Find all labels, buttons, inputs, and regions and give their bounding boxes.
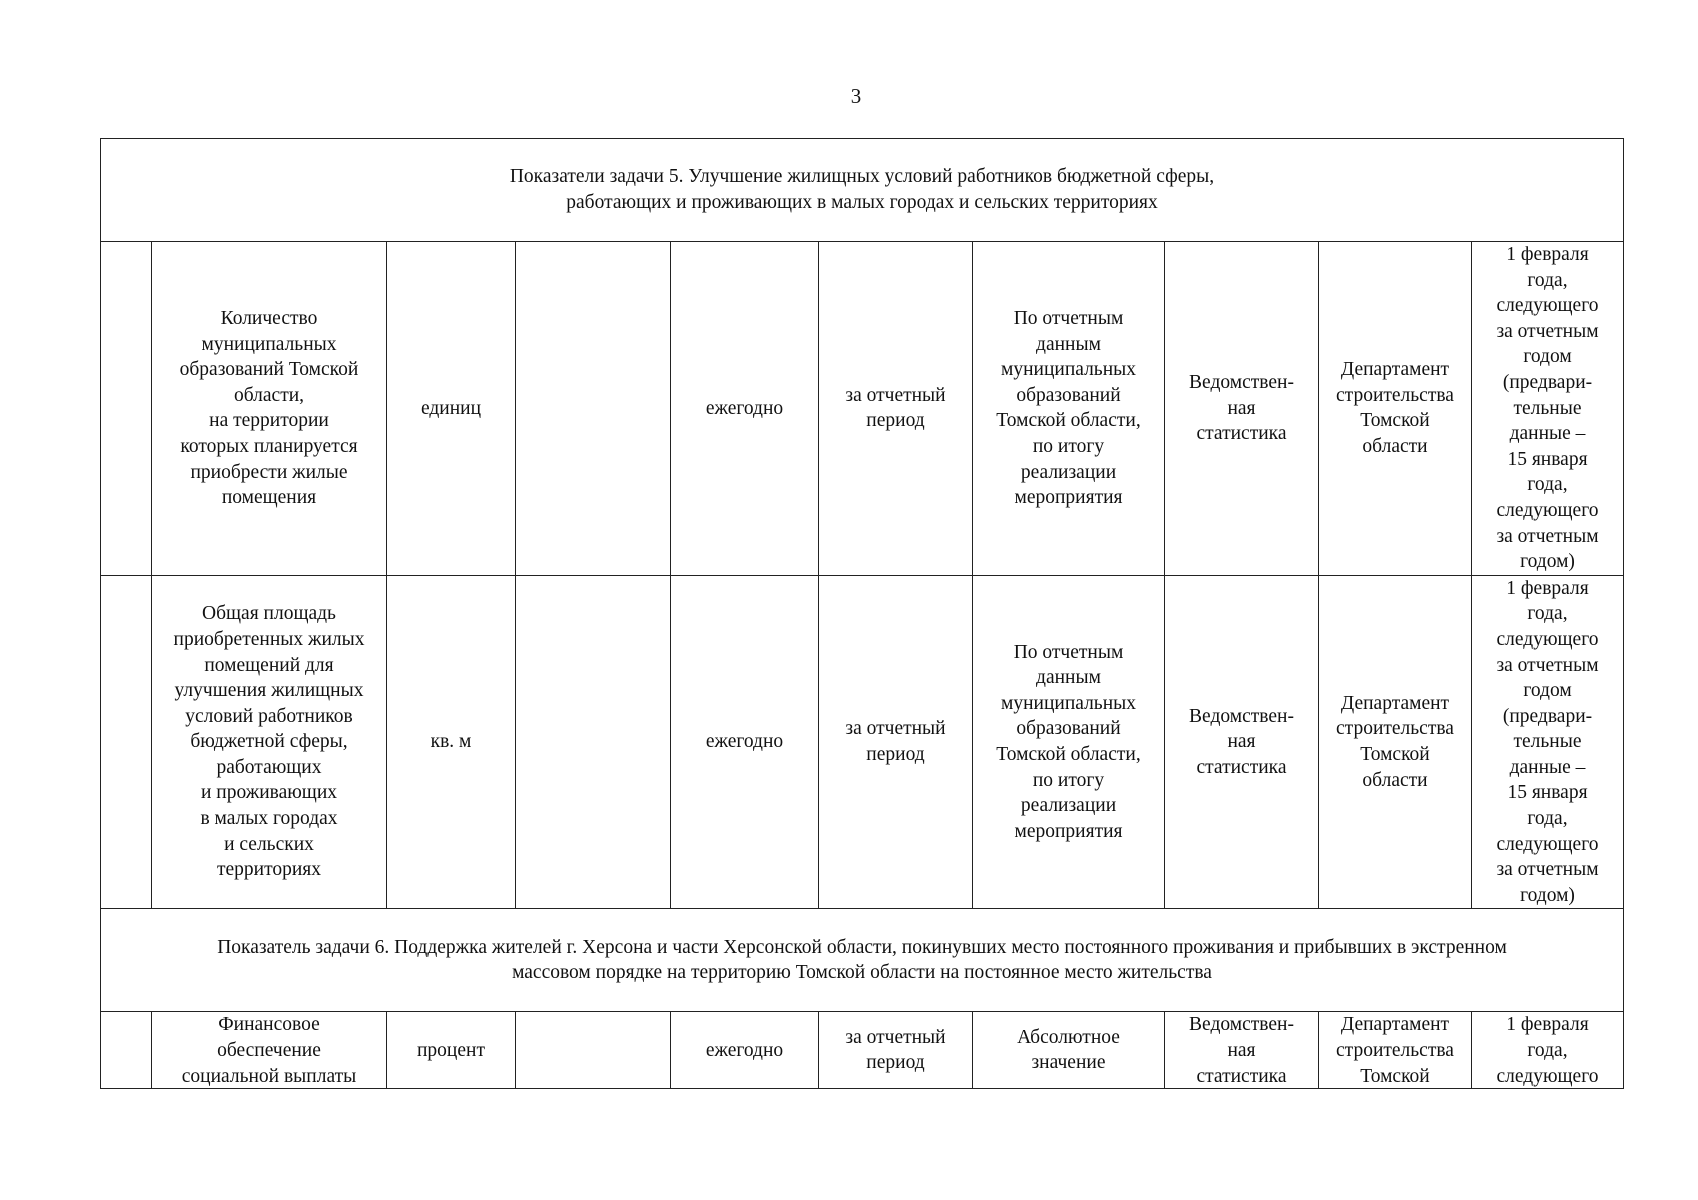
source-line: ная <box>1227 397 1256 419</box>
responsible-line: Департамент <box>1340 1014 1450 1036</box>
method-line: образований <box>1016 718 1121 740</box>
indicator-name-line: и проживающих <box>200 782 338 804</box>
indicator-name-line: условий работников <box>185 705 353 727</box>
source-cell <box>1165 575 1319 909</box>
responsible-line: Томской <box>1360 744 1430 766</box>
method-cell <box>973 1012 1165 1089</box>
table-row <box>101 242 1624 576</box>
deadline-cell <box>1472 1012 1624 1089</box>
indicator-name-line: помещения <box>221 487 317 509</box>
source-line: ная <box>1227 1040 1256 1062</box>
method-line: мероприятия <box>1014 487 1123 509</box>
indicator-name-line: на территории <box>209 410 329 432</box>
page-number: 3 <box>850 84 862 108</box>
source-line: Ведомствен- <box>1189 371 1294 393</box>
indicator-name-cell <box>152 242 387 576</box>
method-line: муниципальных <box>1000 359 1136 381</box>
deadline-line: за отчетным <box>1496 654 1599 676</box>
deadline-line: следующего <box>1496 833 1599 855</box>
method-cell <box>973 575 1165 909</box>
method-line: реализации <box>1020 461 1117 483</box>
table-row <box>101 1012 1624 1089</box>
deadline-line: 15 января <box>1507 782 1588 804</box>
deadline-line: года, <box>1527 1040 1568 1062</box>
responsible-line: Департамент <box>1340 692 1450 714</box>
section-header-row <box>101 909 1624 1012</box>
deadline-cell <box>1472 242 1624 576</box>
deadline-line: следующего <box>1496 499 1599 521</box>
responsible-line: строительства <box>1336 1040 1454 1062</box>
deadline-line: (предвари- <box>1502 705 1593 727</box>
period-line: период <box>866 410 925 432</box>
deadline-line: следующего <box>1496 295 1599 317</box>
indicators-table <box>100 138 1624 1089</box>
deadline-line: года, <box>1527 269 1568 291</box>
empty-cell <box>516 575 671 909</box>
indicator-name-line: территориях <box>216 859 322 881</box>
row-number-cell <box>101 1012 152 1089</box>
period-line: за отчетный <box>845 1026 946 1048</box>
responsible-line: строительства <box>1336 718 1454 740</box>
empty-cell <box>516 242 671 576</box>
method-line: данным <box>1036 333 1101 355</box>
source-line: Ведомствен- <box>1189 1014 1294 1036</box>
deadline-cell <box>1472 575 1624 909</box>
section-header-row <box>101 139 1624 242</box>
indicator-name-line: и сельских <box>224 833 314 855</box>
deadline-line: годом) <box>1520 884 1575 906</box>
period-line: за отчетный <box>845 384 946 406</box>
indicator-name-line: образований Томской <box>179 359 359 381</box>
period-cell <box>819 575 973 909</box>
deadline-line: 1 февраля <box>1506 577 1589 599</box>
method-line: реализации <box>1020 795 1117 817</box>
periodicity-cell: ежегодно <box>671 1012 819 1089</box>
deadline-line: тельные <box>1513 731 1582 753</box>
deadline-line: за отчетным <box>1496 859 1599 881</box>
source-line: Ведомствен- <box>1189 705 1294 727</box>
method-line: по итогу <box>1032 769 1105 791</box>
row-number-cell <box>101 242 152 576</box>
method-line: Томской области, <box>996 744 1141 766</box>
responsible-line: области <box>1362 435 1428 457</box>
period-cell <box>819 1012 973 1089</box>
section-title-line: Показатель задачи 6. Поддержка жителей г. Херсона и части Херсонской области, покинувших место постоянного проживания и прибывших в экстренном <box>217 936 1507 958</box>
deadline-line: за отчетным <box>1496 320 1599 342</box>
responsible-cell <box>1319 575 1472 909</box>
responsible-cell <box>1319 1012 1472 1089</box>
source-line: статистика <box>1196 756 1287 778</box>
indicator-name-cell <box>152 575 387 909</box>
indicator-name-line: Общая площадь <box>202 603 336 625</box>
deadline-line: 1 февраля <box>1506 244 1589 265</box>
period-cell <box>819 242 973 576</box>
method-line: муниципальных <box>1000 692 1136 714</box>
section-title-line: работающих и проживающих в малых городах и сельских территориях <box>566 192 1158 213</box>
indicator-name-line: обеспечение <box>217 1040 321 1062</box>
indicator-name-line: улучшения жилищных <box>174 680 364 702</box>
indicator-name-line: приобрести жилые <box>190 461 348 483</box>
deadline-line: данные – <box>1509 423 1586 445</box>
periodicity-cell: ежегодно <box>671 242 819 576</box>
indicator-name-cell <box>152 1012 387 1089</box>
deadline-line: 1 февраля <box>1506 1014 1589 1036</box>
section-title-line: массовом порядке на территорию Томской области на постоянное место жительства <box>512 962 1212 984</box>
method-line: данным <box>1036 667 1101 689</box>
deadline-line: года, <box>1527 474 1568 496</box>
method-cell <box>973 242 1165 576</box>
deadline-line: тельные <box>1513 397 1582 419</box>
method-line: по итогу <box>1032 435 1105 457</box>
source-line: статистика <box>1196 1065 1287 1087</box>
indicator-name-line: области, <box>233 384 305 406</box>
indicator-name-line: Количество <box>220 307 318 329</box>
indicator-name-line: работающих <box>216 756 322 778</box>
empty-cell <box>516 1012 671 1089</box>
responsible-line: области <box>1362 769 1428 791</box>
deadline-line: годом <box>1523 680 1572 702</box>
indicator-name-line: социальной выплаты <box>181 1065 357 1087</box>
deadline-line: 15 января <box>1507 448 1588 470</box>
source-cell <box>1165 1012 1319 1089</box>
method-line: Абсолютное <box>1017 1026 1120 1048</box>
indicator-name-line: помещений для <box>204 654 334 676</box>
section-title <box>101 909 1624 1012</box>
deadline-line: годом <box>1523 346 1572 368</box>
method-line: значение <box>1031 1052 1106 1074</box>
responsible-line: строительства <box>1336 384 1454 406</box>
section-title-line: Показатели задачи 5. Улучшение жилищных условий работников бюджетной сферы, <box>509 166 1215 188</box>
source-line: статистика <box>1196 423 1287 445</box>
deadline-line: данные – <box>1509 756 1586 778</box>
period-line: за отчетный <box>845 718 946 740</box>
period-line: период <box>866 1052 925 1074</box>
deadline-line: (предвари- <box>1502 371 1593 393</box>
method-line: мероприятия <box>1014 820 1123 842</box>
indicator-name-line: Финансовое <box>218 1014 320 1036</box>
periodicity-cell: ежегодно <box>671 575 819 909</box>
deadline-line: следующего <box>1496 1065 1599 1087</box>
method-line: По отчетным <box>1013 307 1124 329</box>
unit-cell: единиц <box>387 242 516 576</box>
responsible-cell <box>1319 242 1472 576</box>
responsible-line: Департамент <box>1340 359 1450 381</box>
deadline-line: годом) <box>1520 551 1575 573</box>
row-number-cell <box>101 575 152 909</box>
unit-cell: кв. м <box>387 575 516 909</box>
indicator-name-line: в малых городах <box>200 808 338 830</box>
deadline-line: года, <box>1527 603 1568 625</box>
indicator-name-line: приобретенных жилых <box>173 628 365 650</box>
source-cell <box>1165 242 1319 576</box>
method-line: Томской области, <box>996 410 1141 432</box>
unit-cell: процент <box>387 1012 516 1089</box>
method-line: По отчетным <box>1013 641 1124 663</box>
source-line: ная <box>1227 731 1256 753</box>
responsible-line: Томской <box>1360 1065 1430 1087</box>
section-title <box>101 139 1624 242</box>
indicator-name-line: муниципальных <box>201 333 337 355</box>
deadline-line: года, <box>1527 808 1568 830</box>
indicator-name-line: которых планируется <box>180 435 358 457</box>
responsible-line: Томской <box>1360 410 1430 432</box>
period-line: период <box>866 744 925 766</box>
deadline-line: следующего <box>1496 628 1599 650</box>
indicator-name-line: бюджетной сферы, <box>190 731 348 753</box>
deadline-line: за отчетным <box>1496 525 1599 547</box>
method-line: образований <box>1016 384 1121 406</box>
table-row <box>101 575 1624 909</box>
